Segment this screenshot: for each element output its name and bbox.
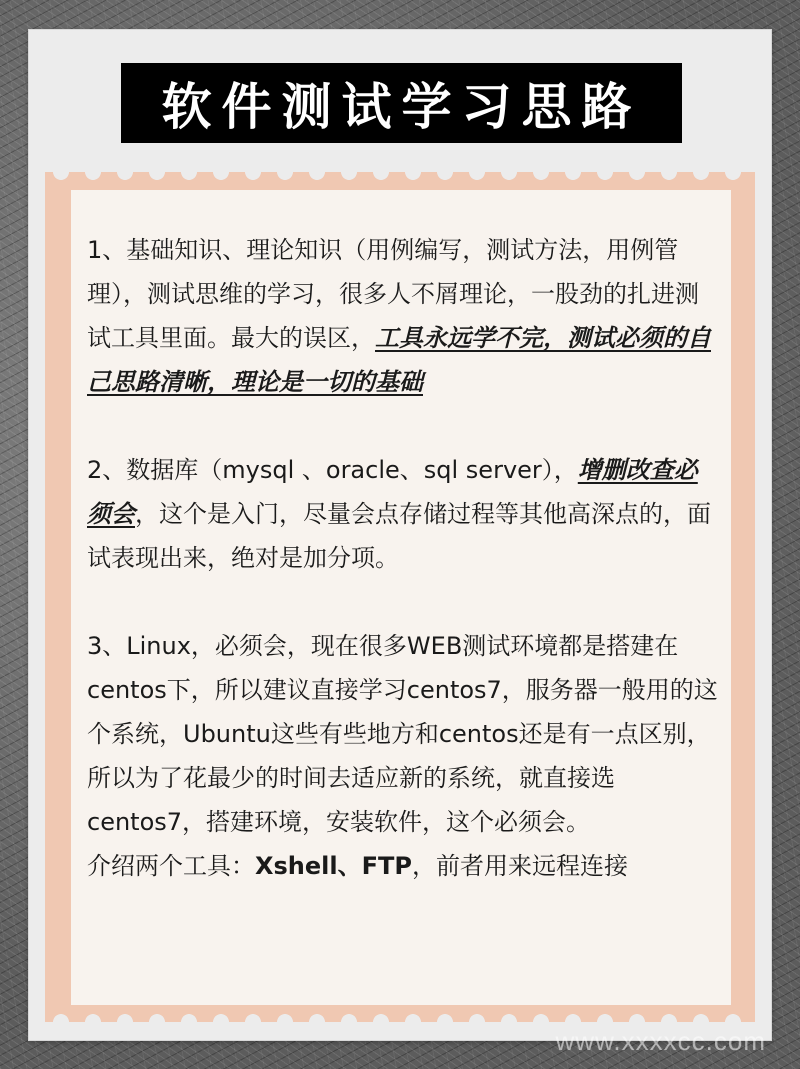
paragraph-4 <box>87 844 721 888</box>
paragraph-2-text-b: ，这个是入门，尽量会点存储过程等其他高深点的，面试表现出来，绝对是加分项。 <box>87 500 711 572</box>
paragraph-3-text: 3、Linux，必须会，现在很多WEB测试环境都是搭建在centos下，所以建议直接学习centos7，服务器一般用的这个系统，Ubuntu这些有些地方和centos还是有一点区别，所以为了花最少的时间去适应新的系统，就直接选centos7，搭建环境，安装软件，这个必须会。 <box>87 632 718 836</box>
paragraph-4-tools: Xshell、FTP <box>255 852 412 880</box>
paragraph-4-text-a: 介绍两个工具： <box>87 852 255 880</box>
paragraph-4-text-b: ，前者用来远程连接 <box>411 852 628 880</box>
title-bar <box>121 63 682 143</box>
page-title: 软件测试学习思路 <box>161 78 642 136</box>
paragraph-1-emphasis: 工具永远学不完，测试必须的自己思路清晰，理论是一切的基础 <box>87 324 711 396</box>
spacer <box>87 404 721 448</box>
note-paper <box>71 190 731 1005</box>
paragraph-1 <box>87 228 721 404</box>
paragraph-2-text-a: 2、数据库（mysql 、oracle、sql server）， <box>87 456 578 484</box>
paragraph-2 <box>87 448 721 580</box>
spacer <box>87 580 721 624</box>
card <box>29 30 771 1040</box>
watermark: www.xxxxcc.com <box>555 1026 766 1056</box>
paragraph-1-text: 1、基础知识、理论知识（用例编写，测试方法，用例管理），测试思维的学习，很多人不屑理论，一股劲的扎进测试工具里面。最大的误区， <box>87 236 699 352</box>
paragraph-3 <box>87 624 721 844</box>
paragraph-2-emphasis: 增删改查必须会 <box>87 456 698 528</box>
